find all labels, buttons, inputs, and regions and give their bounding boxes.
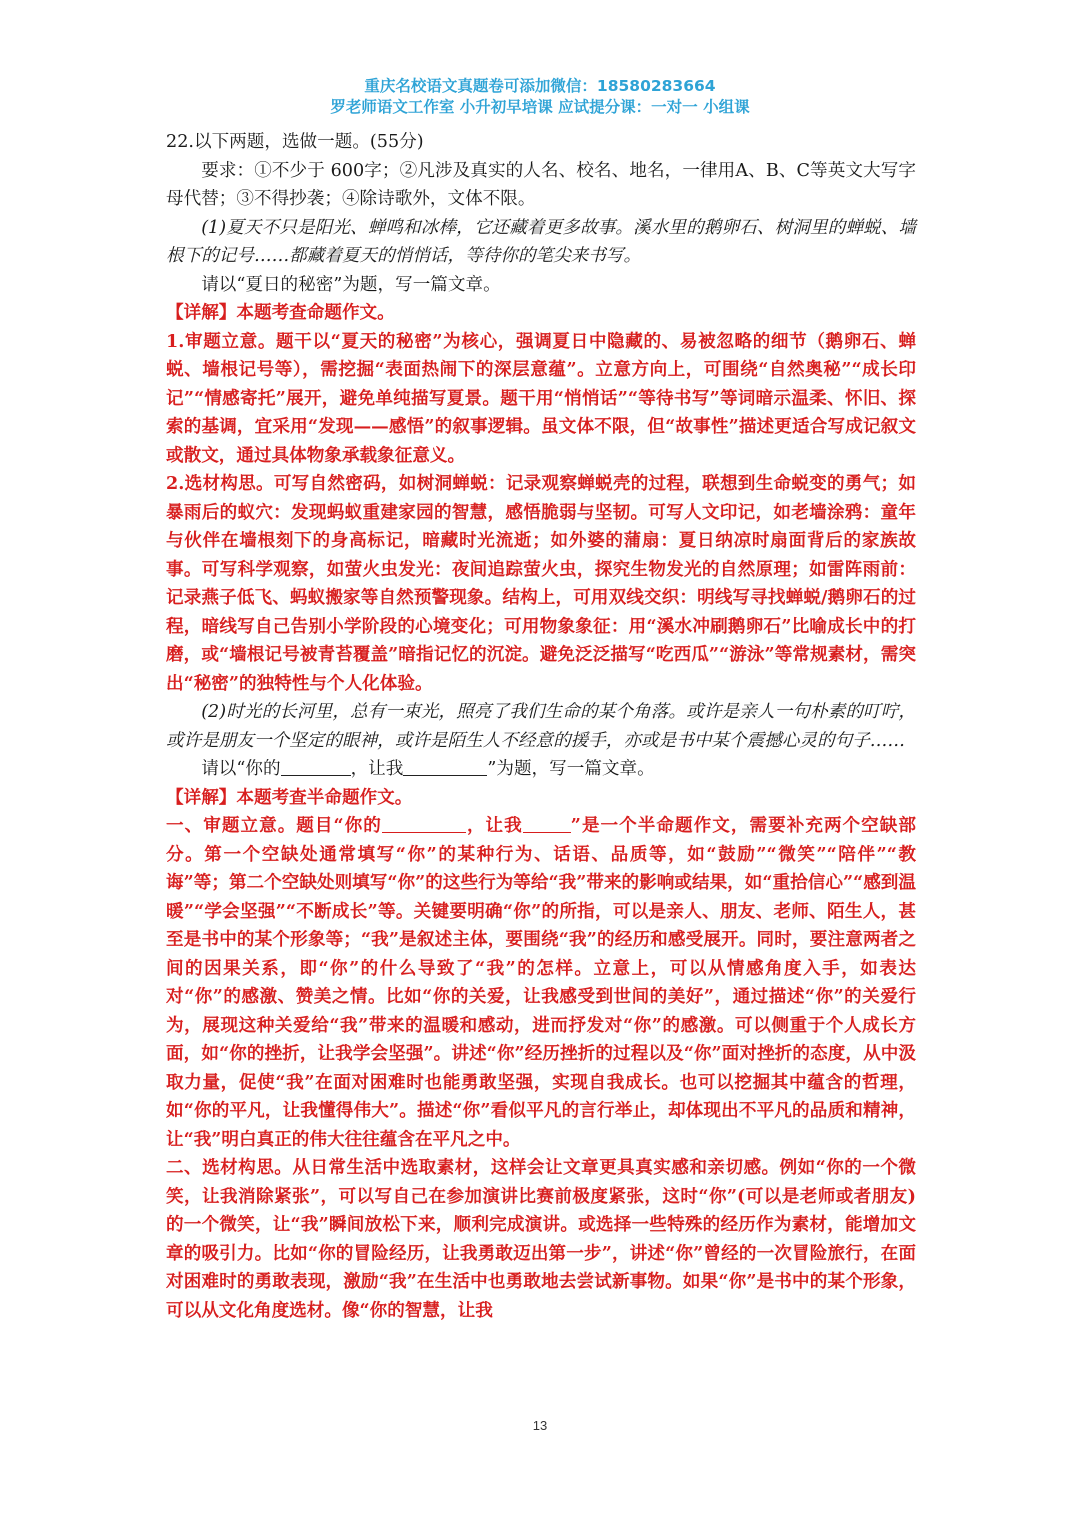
prompt-one: (1)夏天不只是阳光、蝉鸣和冰棒，它还藏着更多故事。溪水里的鹅卵石、树洞里的蝉蜕、墙根下的记号……都藏着夏天的悄悄话，等待你的笔尖来书写。 bbox=[166, 217, 916, 266]
detail-one-paragraph-1: 1.审题立意。题干以“夏天的秘密”为核心，强调夏日中隐藏的、易被忽略的细节（鹅卵石、蝉蜕、墙根记号等），需挖掘“表面热闹下的深层意蕴”。立意方向上，可围绕“自然奥秘”“成长印记”“情感寄托”展开，避免单纯描写夏景。题干用“悄悄话”“等待书写”等词暗示温柔、怀旧、探索的基调，宜采用“发现——感悟”的叙事逻辑。虽文体不限，但“故事性”描述更适合写成记叙文或散文，通过具体物象承载象征意义。 bbox=[166, 330, 916, 466]
task-two-part-a: 请以“你的 bbox=[201, 759, 281, 779]
title-blank-1 bbox=[281, 757, 351, 776]
detail-two-paragraph-1 bbox=[166, 812, 916, 1154]
task-two bbox=[166, 755, 916, 784]
detail-two-heading: 【详解】本题考查半命题作文。 bbox=[166, 786, 413, 808]
task-one: 请以“夏日的秘密”为题，写一篇文章。 bbox=[201, 274, 501, 295]
question-title: 22.以下两题，选做一题。(55分) bbox=[166, 132, 424, 152]
title-blank-2 bbox=[403, 757, 487, 776]
requirements: 要求：①不少于 600字；②凡涉及真实的人名、校名、地名，一律用A、B、C等英文大写字母代替；③不得抄袭；④除诗歌外，文体不限。 bbox=[166, 160, 916, 209]
detail-one-heading: 【详解】本题考查命题作文。 bbox=[166, 302, 395, 323]
task-two-part-b: ，让我 bbox=[350, 759, 404, 779]
detail-two-part-c: ”是一个半命题作文，需要补充两个空缺部分。第一个空缺处通常填写“你”的某种行为、话语、品质等，如“鼓励”“微笑”“陪伴”“教诲”等；第二个空缺处则填写“你”的这些行为等给“我”带来的影响或结果，如“重拾信心”“感到温暖”“学会坚强”“不断成长”等。关键要明确“你”的所指，可以是亲人、朋友、老师、陌生人，甚至是书中的某个形象等；“我”是叙述主体，要围绕“我”的经历和感受展开。同时，要注意两者之间的因果关系，即“你”的什么导致了“我”的怎样。立意上，可以从情感角度入手，如表达对“你”的感激、赞美之情。比如“你的关爱，让我感受到世间的美好”，通过描述“你”的关爱行为，展现这种关爱给“我”带来的温暖和感动，进而抒发对“你”的感激。可以侧重于个人成长方面，如“你的挫折，让我学会坚强”。讲述“你”经历挫折的过程以及“你”面对挫折的态度，从中汲取力量，促使“我”在面对困难时也能勇敢坚强，实现自我成长。也可以挖掘其中蕴含的哲理，如“你的平凡，让我懂得伟大”。描述“你”看似平凡的言行举止，却体现出不平凡的品质和精神，让“我”明白真正的伟大往往蕴含在平凡之中。 bbox=[166, 815, 916, 1150]
detail-one-paragraph-2: 2.选材构思。可写自然密码，如树洞蝉蜕：记录观察蝉蜕壳的过程，联想到生命蜕变的勇气；如暴雨后的蚁穴：发现蚂蚁重建家园的智慧，感悟脆弱与坚韧。可写人文印记，如老墙涂鸦：童年与伙伴在墙根刻下的身高标记，暗藏时光流逝；如外婆的蒲扇：夏日纳凉时扇面背后的家族故事。可写科学观察，如萤火虫发光：夜间追踪萤火虫，探究生物发光的自然原理；如雷阵雨前：记录燕子低飞、蚂蚁搬家等自然预警现象。结构上，可用双线交织：明线写寻找蝉蜕/鹅卵石的过程，暗线写自己告别小学阶段的心境变化；可用物象象征：用“溪水冲刷鹅卵石”比喻成长中的打磨，或“墙根记号被青苔覆盖”暗指记忆的沉淀。避免泛泛描写“吃西瓜”“游泳”等常规素材，需突出“秘密”的独特性与个人化体验。 bbox=[166, 473, 916, 694]
detail-two-part-a: 一、审题立意。题目“你的 bbox=[166, 815, 382, 836]
detail-blank-2 bbox=[523, 814, 571, 833]
header-line-contact: 重庆名校语文真题卷可添加微信：18580283664 bbox=[364, 77, 716, 95]
detail-blank-1 bbox=[382, 814, 466, 833]
header-line-courses: 罗老师语文工作室 小升初早培课 应试提分课：一对一 小组课 bbox=[330, 98, 750, 116]
detail-two-part-b: ，让我 bbox=[465, 815, 523, 836]
page-content bbox=[166, 128, 916, 1325]
task-two-part-c: ”为题，写一篇文章。 bbox=[487, 759, 655, 779]
prompt-two: (2)时光的长河里，总有一束光，照亮了我们生命的某个角落。或许是亲人一句朴素的叮咛，或许是朋友一个坚定的眼神，或许是陌生人不经意的援手，亦或是书中某个震撼心灵的句子…… bbox=[166, 702, 916, 751]
page-number: 13 bbox=[532, 1418, 548, 1433]
detail-two-paragraph-2: 二、选材构思。从日常生活中选取素材，这样会让文章更具真实感和亲切感。例如“你的一个微笑，让我消除紧张”，可以写自己在参加演讲比赛前极度紧张，这时“你”(可以是老师或者朋友)的一个微笑，让“我”瞬间放松下来，顺利完成演讲。或选择一些特殊的经历作为素材，能增加文章的吸引力。比如“你的冒险经历，让我勇敢迈出第一步”，讲述“你”曾经的一次冒险旅行，在面对困难时的勇敢表现，激励“我”在生活中也勇敢地去尝试新事物。如果“你”是书中的某个形象，可以从文化角度选材。像“你的智慧，让我 bbox=[166, 1157, 916, 1321]
watermark-header bbox=[0, 76, 1080, 118]
